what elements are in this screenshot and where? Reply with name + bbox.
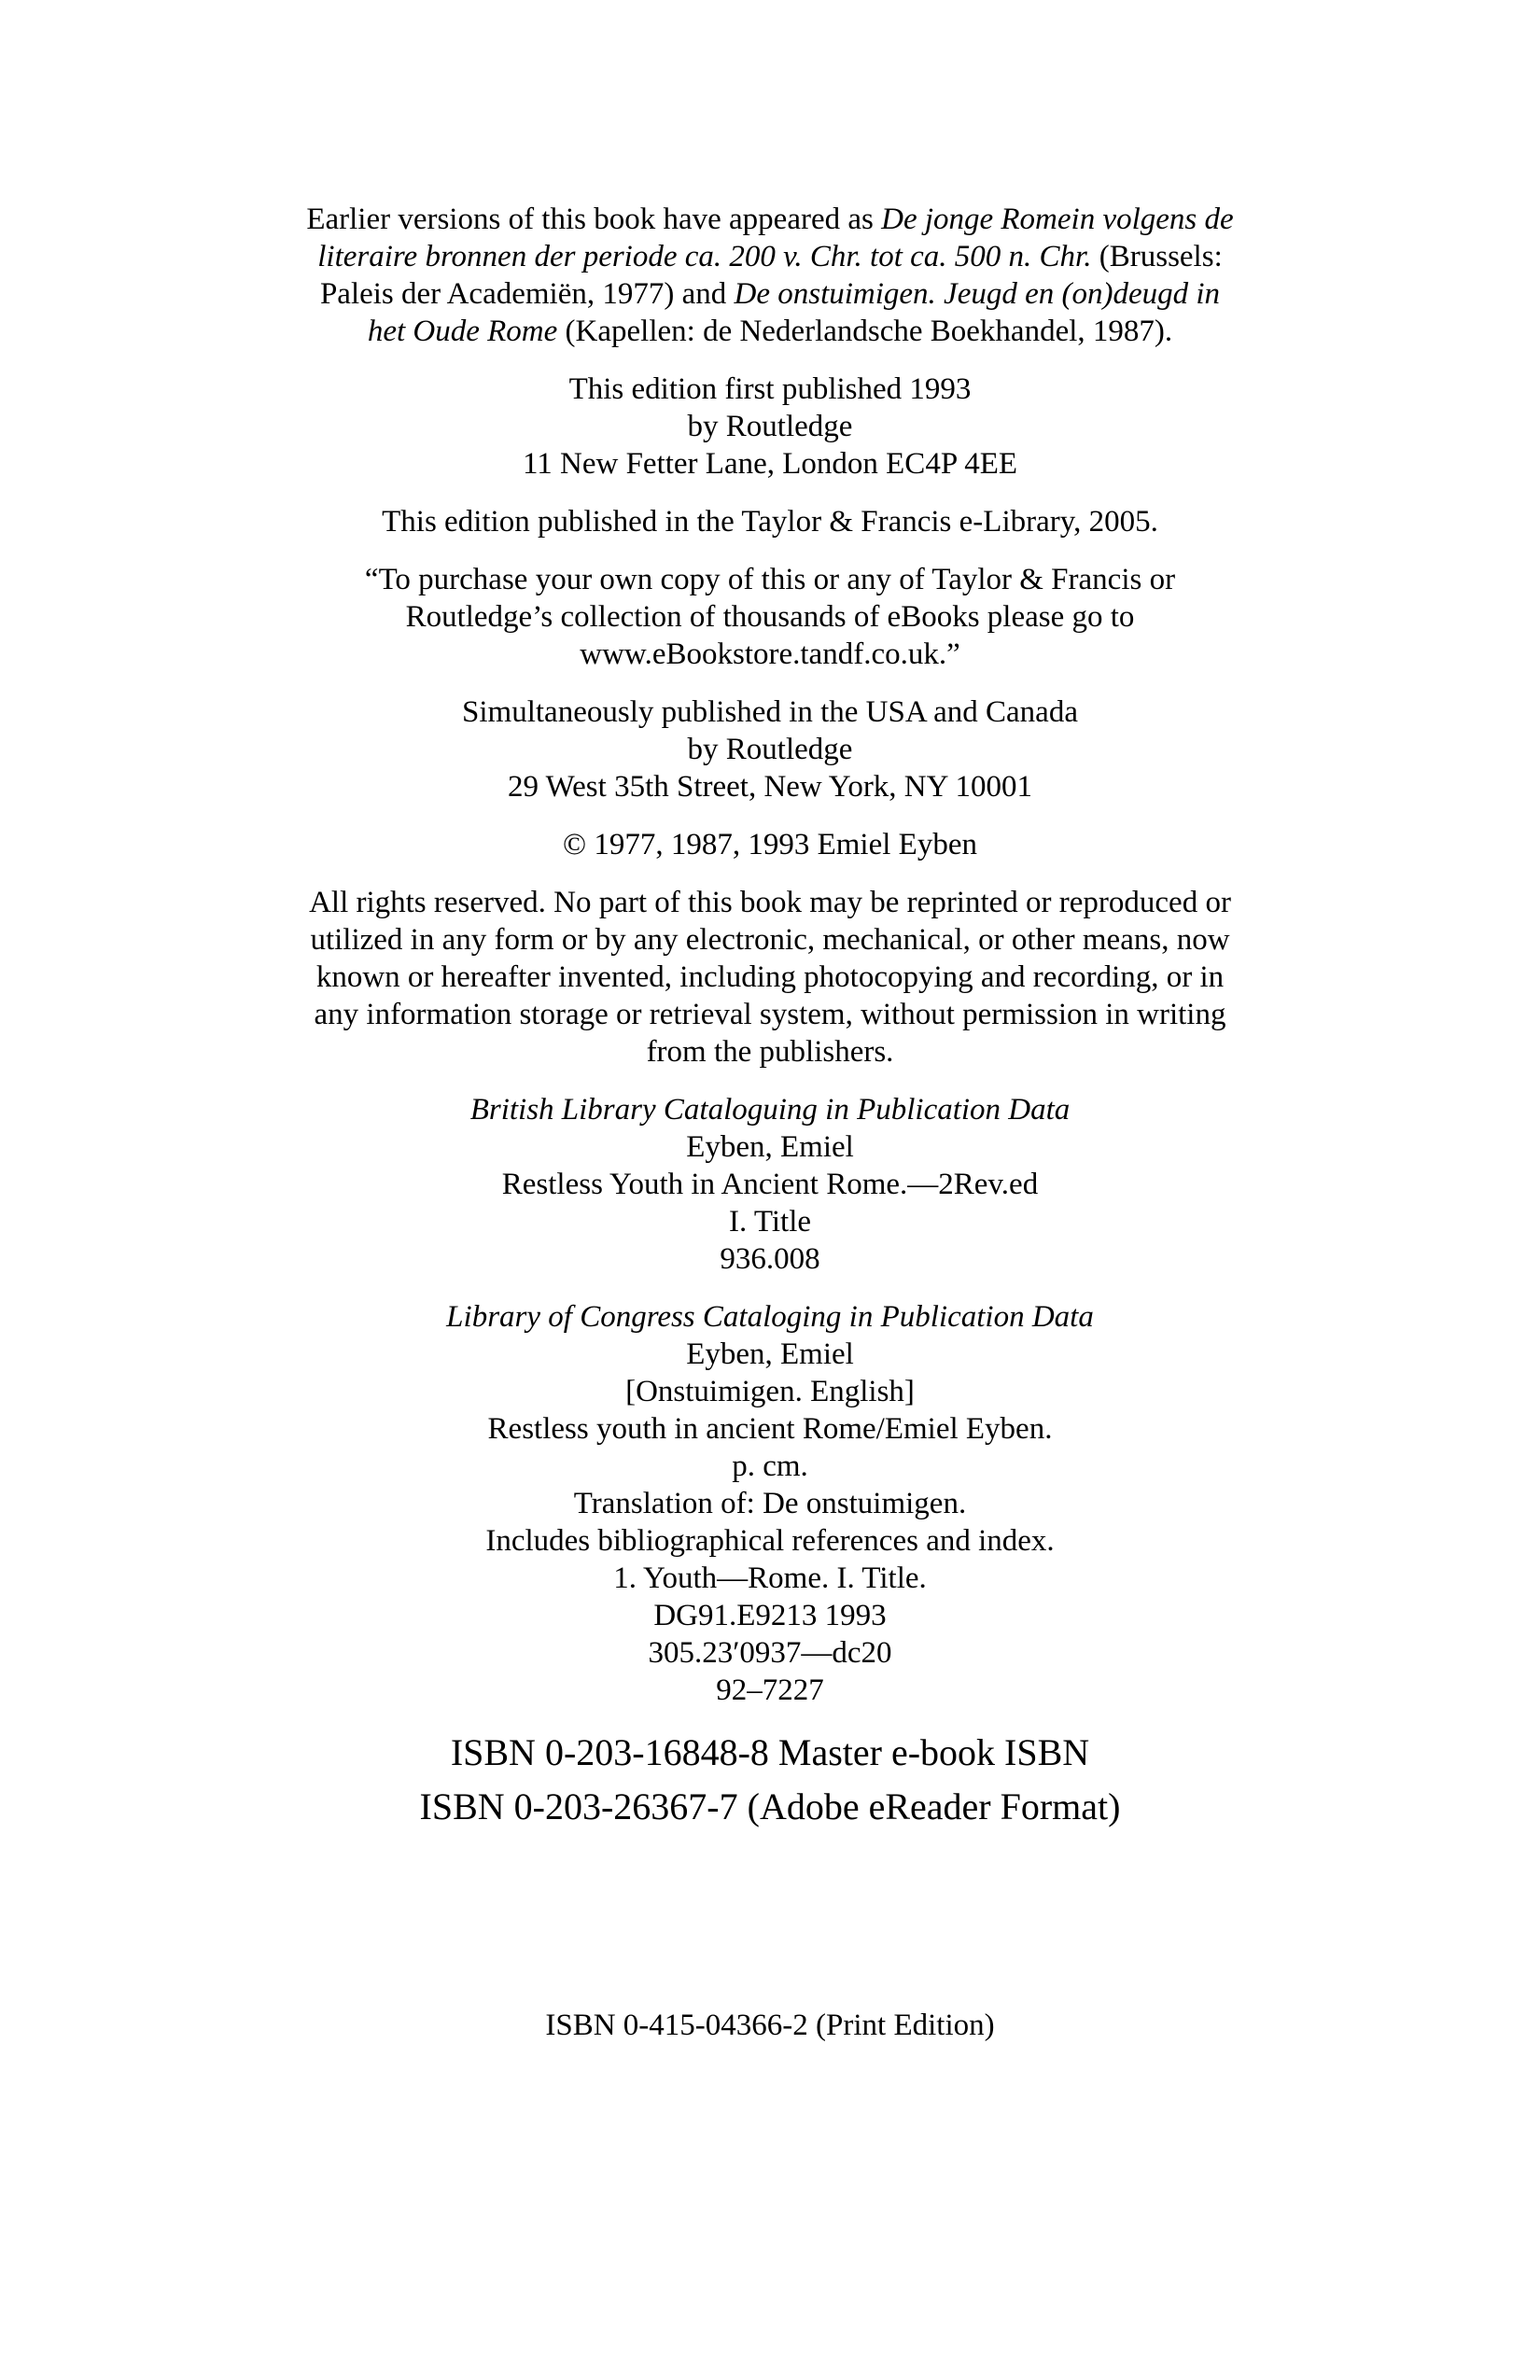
library-of-congress-heading: Library of Congress Cataloging in Publication Data [446,1300,1094,1334]
loc-line: 305.23′0937—dc20 [648,1636,892,1670]
dutch-title-italic-3: De onstuimigen. Jeugd en (on)deugd in [734,277,1221,311]
print-isbn-line: ISBN 0-415-04366-2 (Print Edition) [545,2009,995,2042]
british-library-line: 936.008 [720,1242,820,1276]
dutch-title-italic-1: De jonge Romein volgens de [881,203,1234,236]
purchase-line: “To purchase your own copy of this or any of Taylor & Francis or [364,563,1176,596]
isbn-line: ISBN 0-203-16848-8 Master e-book ISBN [450,1731,1090,1773]
loc-line: Eyben, Emiel [686,1337,854,1371]
ebook-edition-line: This edition published in the Taylor & Francis e-Library, 2005. [382,505,1158,539]
isbn-line: ISBN 0-203-26367-7 (Adobe eReader Format) [419,1785,1121,1827]
loc-line: Includes bibliographical references and index. [485,1524,1055,1558]
ebook-edition-block [173,503,1367,540]
rights-line: All rights reserved. No part of this book may be reprinted or reproduced or [309,886,1231,919]
copyright-block [173,826,1367,863]
earlier-versions-line-2: literaire bronnen der periode ca. 200 v. Chr. tot ca. 500 n. Chr. (Brussels: [317,240,1223,273]
loc-line: 92–7227 [716,1673,824,1707]
loc-line: p. cm. [732,1449,808,1483]
rights-line: any information storage or retrieval system, without permission in writing [314,998,1226,1031]
first-published-line: by Routledge [687,410,853,443]
purchase-notice-block [173,561,1367,673]
loc-line: Restless youth in ancient Rome/Emiel Eyben. [487,1412,1053,1446]
loc-line: [Onstuimigen. English] [625,1375,915,1408]
loc-line: 1. Youth—Rome. I. Title. [613,1561,927,1595]
rights-line: utilized in any form or by any electronic, mechanical, or other means, now [310,923,1230,957]
earlier-versions-line-4: het Oude Rome (Kapellen: de Nederlandsche Boekhandel, 1987). [367,315,1173,348]
simultaneous-publication-block [173,693,1367,805]
earlier-versions-line-1: Earlier versions of this book have appeared as De jonge Romein volgens de [306,203,1234,236]
ebook-isbn-block [173,1726,1367,1834]
simultaneous-line: 29 West 35th Street, New York, NY 10001 [508,770,1032,804]
purchase-line: www.eBookstore.tandf.co.uk.” [580,637,960,671]
earlier-versions-line-3: Paleis der Academiën, 1977) and De onstuimigen. Jeugd en (on)deugd in [319,277,1221,311]
british-library-line: I. Title [728,1205,812,1239]
simultaneous-line: Simultaneously published in the USA and Canada [462,695,1078,729]
earlier-versions-paragraph [173,201,1367,350]
library-of-congress-cip-block [173,1298,1367,1709]
purchase-line: Routledge’s collection of thousands of eBooks please go to [405,600,1135,634]
simultaneous-line: by Routledge [687,733,853,766]
british-library-cip-block [173,1091,1367,1278]
dutch-title-italic-4: het Oude Rome [367,315,558,348]
first-published-block [173,371,1367,483]
british-library-line: Eyben, Emiel [686,1130,854,1164]
dutch-title-italic-2: literaire bronnen der periode ca. 200 v. Chr. tot ca. 500 n. Chr. [317,240,1092,273]
first-published-line: 11 New Fetter Lane, London EC4P 4EE [522,447,1018,481]
loc-line: DG91.E9213 1993 [653,1599,887,1632]
copyright-page [173,201,1367,2042]
rights-line: from the publishers. [646,1035,894,1069]
rights-reserved-block [173,884,1367,1071]
rights-line: known or hereafter invented, including photocopying and recording, or in [315,960,1225,994]
loc-line: Translation of: De onstuimigen. [573,1487,967,1520]
first-published-line: This edition first published 1993 [568,372,972,406]
copyright-line: © 1977, 1987, 1993 Emiel Eyben [563,828,977,861]
british-library-line: Restless Youth in Ancient Rome.—2Rev.ed [501,1168,1039,1201]
british-library-heading: British Library Cataloguing in Publication Data [469,1093,1071,1127]
